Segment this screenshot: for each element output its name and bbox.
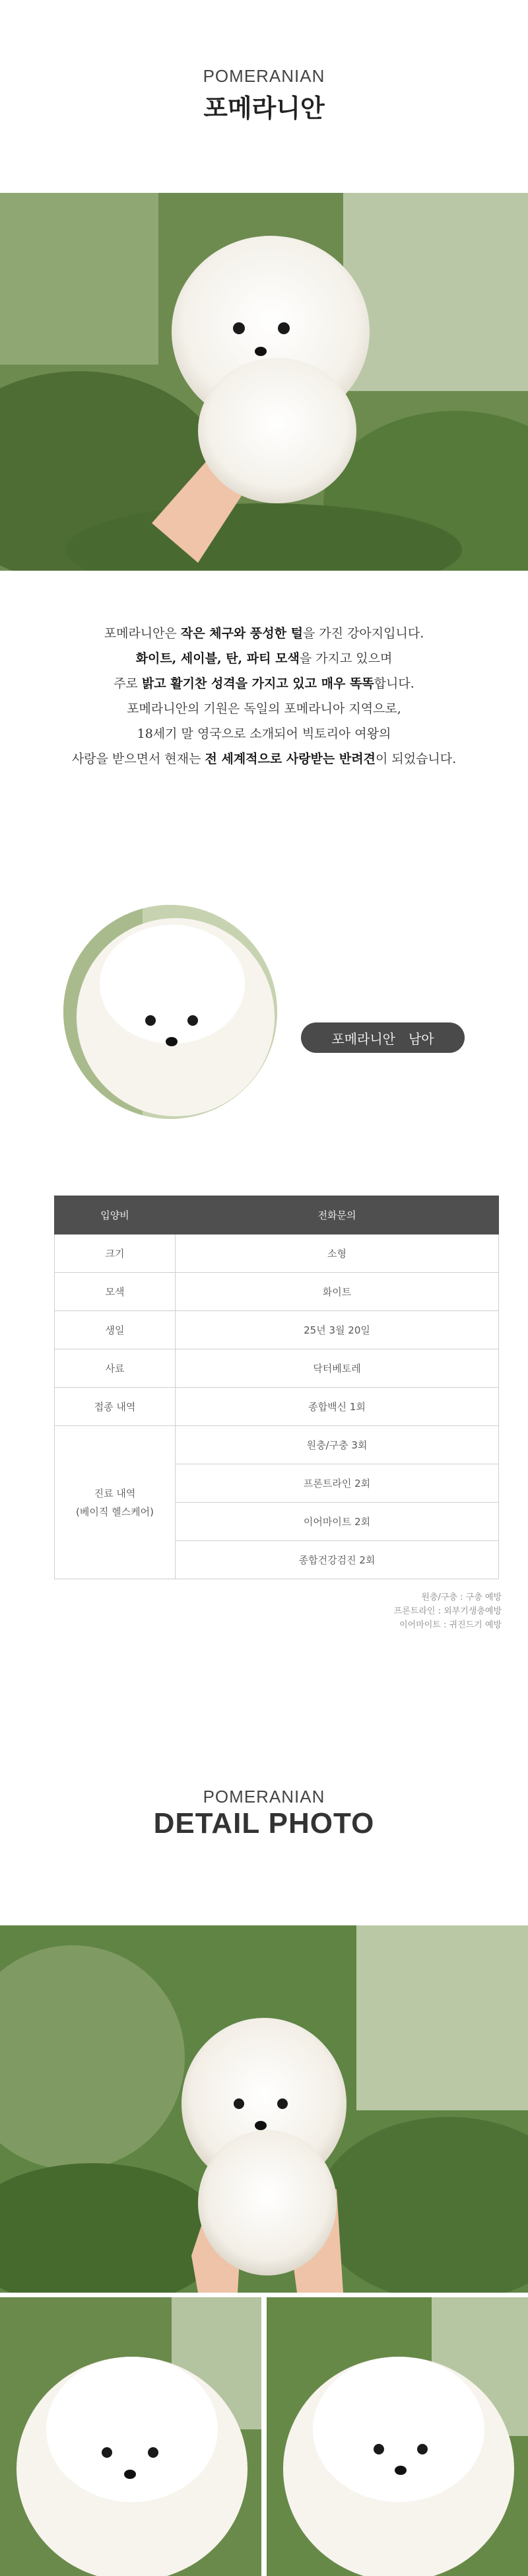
intro-line-5: 18세기 말 영국으로 소개되어 빅토리아 여왕의: [137, 727, 391, 741]
row-label: 모색: [55, 1273, 176, 1311]
footnotes: [394, 1591, 502, 1632]
detail-header: [0, 1787, 528, 1840]
row-label: 생일: [55, 1311, 176, 1349]
row-value: 화이트: [176, 1273, 499, 1311]
row-value: 소형: [176, 1234, 499, 1273]
detail-photo-left: [0, 2297, 261, 2576]
medical-value: 종합건강검진 2회: [176, 1541, 499, 1579]
table-row: [55, 1234, 499, 1273]
medical-label-line-1: 진료 내역: [94, 1487, 136, 1499]
header: [0, 66, 528, 124]
row-value: 닥터베토레: [176, 1349, 499, 1388]
table-row: [55, 1426, 499, 1464]
row-value: 25년 3월 20일: [176, 1311, 499, 1349]
header-title: 포메라니안: [203, 94, 325, 123]
footnote: 프론트라인 : 외부기생충예방: [393, 1606, 502, 1616]
breed-sex-badge: [301, 1022, 465, 1053]
breed-label: 포메라니안: [331, 1030, 395, 1047]
medical-label-line-2: (베이직 헬스케어): [76, 1505, 154, 1518]
row-label: 크기: [55, 1234, 176, 1273]
detail-photo-main: [0, 1925, 528, 2293]
header-adoption-fee: 입양비: [55, 1196, 176, 1234]
detail-kicker: POMERANIAN: [203, 1787, 325, 1807]
medical-value: 프론트라인 2회: [176, 1464, 499, 1503]
table-row: [55, 1349, 499, 1388]
row-label: 접종 내역: [55, 1388, 176, 1426]
table-row: [55, 1311, 499, 1349]
detail-photo-right: [267, 2297, 528, 2576]
medical-label: [55, 1426, 176, 1579]
footnote: 이어마이트 : 귀진드기 예방: [399, 1620, 502, 1630]
row-value: 종합백신 1회: [176, 1388, 499, 1426]
main-photo: [0, 193, 528, 571]
table-row: [55, 1273, 499, 1311]
footnote: 원충/구충 : 구충 예방: [421, 1592, 502, 1602]
intro-line-1: 포메라니안은 작은 체구와 풍성한 털을 가진 강아지입니다.: [104, 626, 424, 641]
intro-text: [0, 621, 528, 771]
medical-value: 원충/구충 3회: [176, 1426, 499, 1464]
intro-line-3: 주로 밝고 활기찬 성격을 가지고 있고 매우 똑똑합니다.: [114, 676, 414, 691]
header-phone-inquiry: 전화문의: [176, 1196, 499, 1234]
info-table: [54, 1196, 499, 1579]
medical-value: 이어마이트 2회: [176, 1503, 499, 1541]
sex-label: 남아: [408, 1030, 434, 1047]
detail-title: DETAIL PHOTO: [153, 1807, 375, 1840]
row-label: 사료: [55, 1349, 176, 1388]
table-row: [55, 1388, 499, 1426]
profile-photo: [63, 905, 277, 1119]
table-header-row: [55, 1196, 499, 1234]
intro-line-2: 화이트, 세이블, 탄, 파티 모색을 가지고 있으며: [135, 651, 393, 666]
intro-line-6: 사랑을 받으면서 현재는 전 세계적으로 사랑받는 반려견이 되었습니다.: [71, 752, 457, 766]
intro-line-4: 포메라니안의 기원은 독일의 포메라니아 지역으로,: [127, 701, 401, 716]
header-kicker: POMERANIAN: [203, 66, 325, 86]
